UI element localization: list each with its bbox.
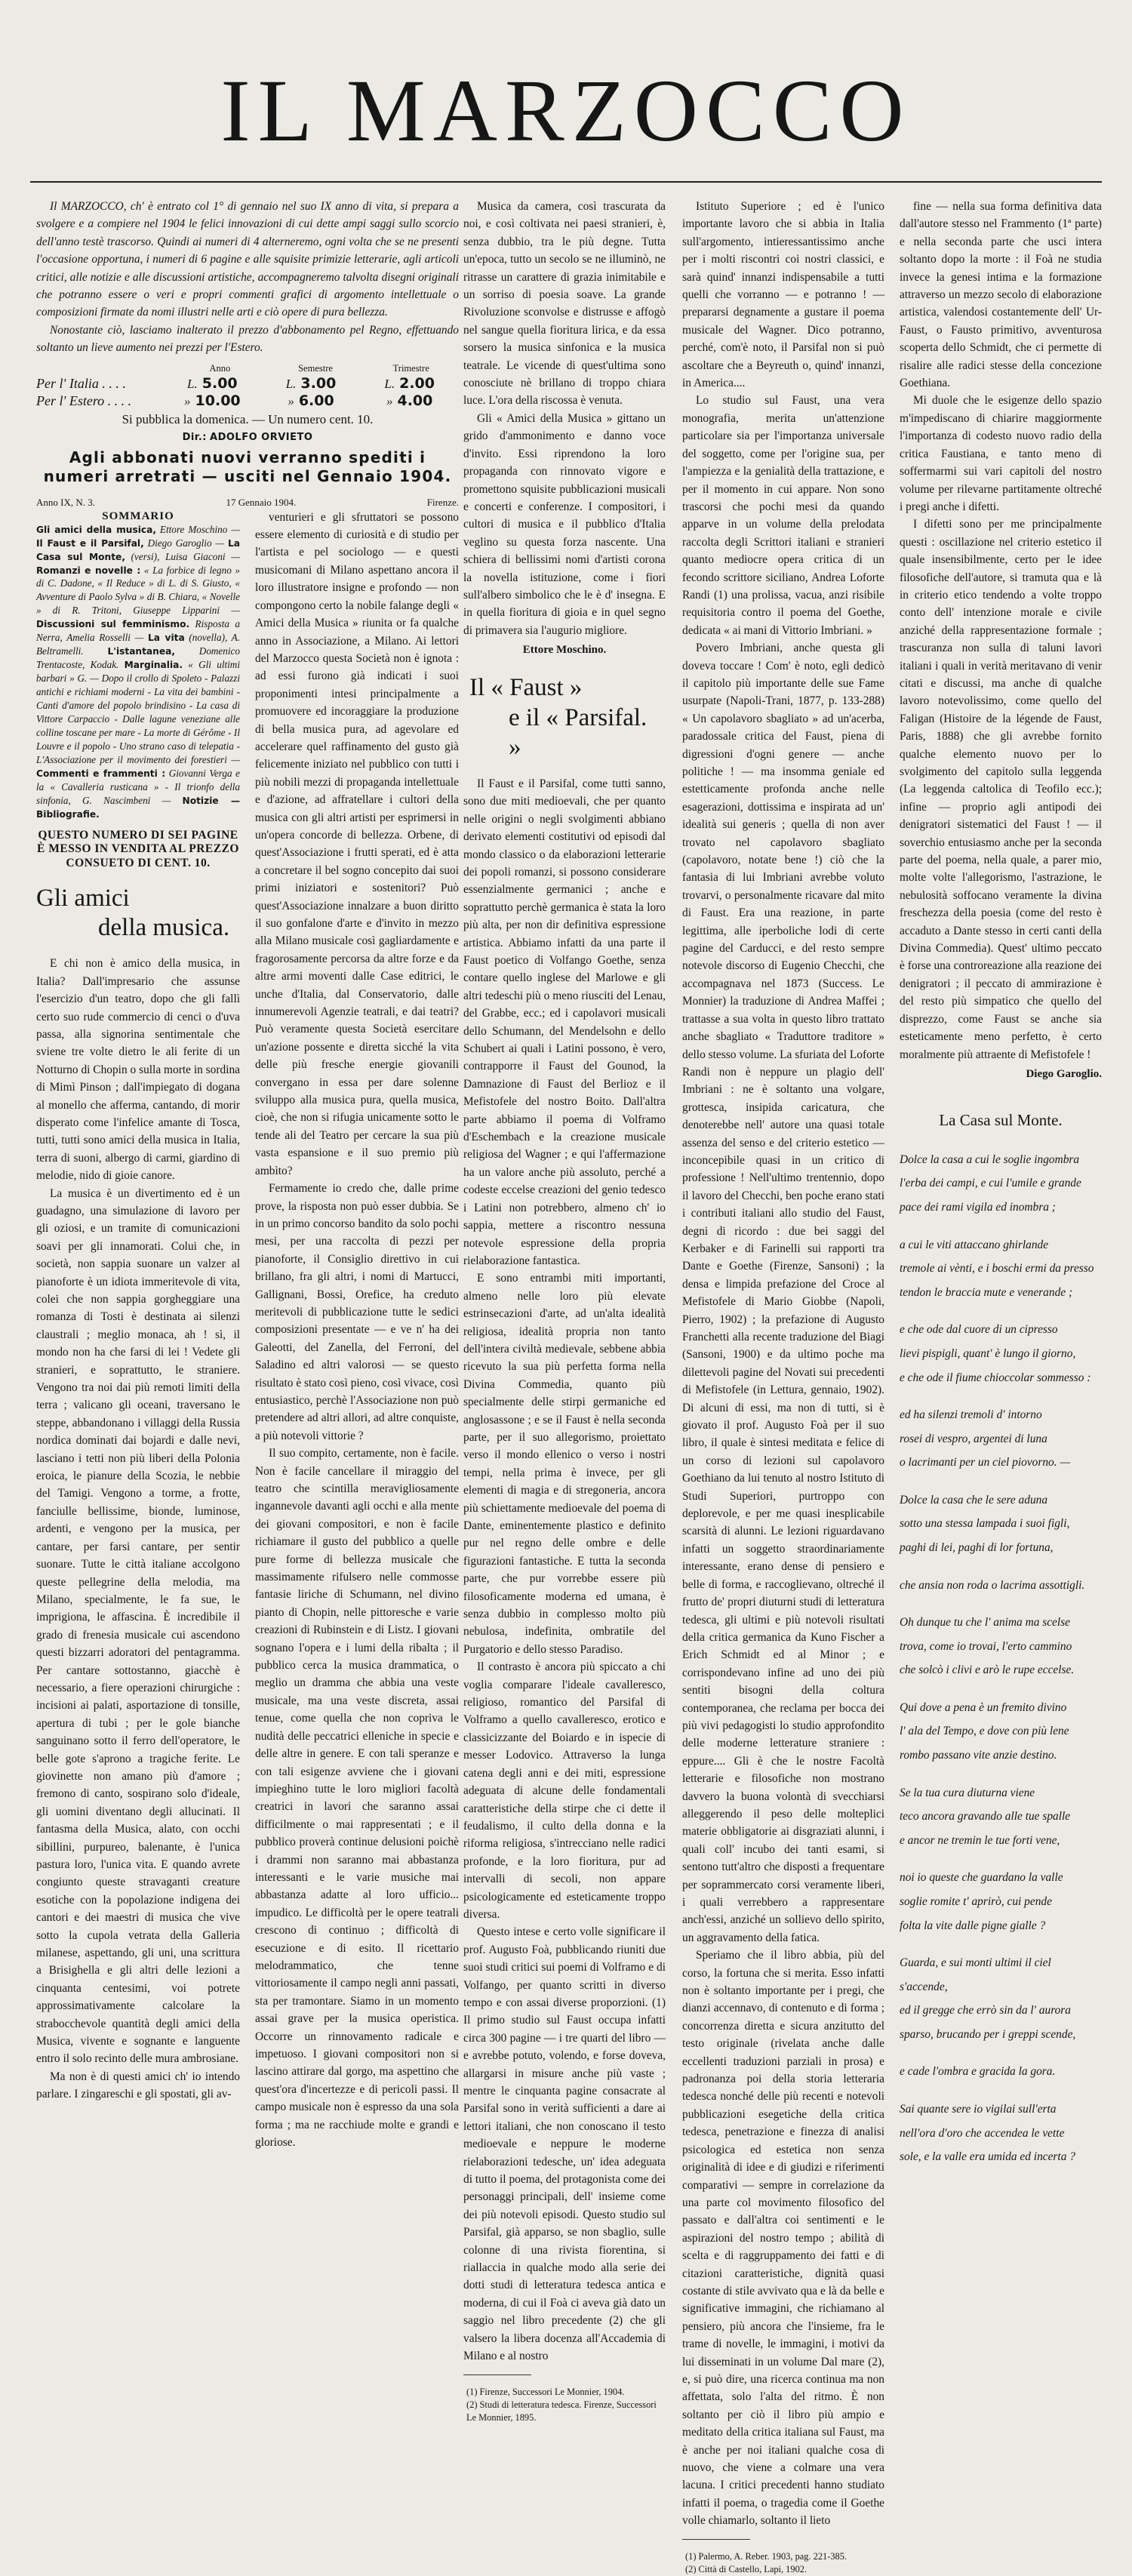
sommario-entry-text: Domenico Trentacoste, Kodak.: [36, 645, 240, 671]
paragraph: Lo studio sul Faust, una vera monografia, merita un'attenzione particolare sia per l'importanza universale del soggetto, come per l'origine sua, per l'ampiezza e la genialità della trattazione, e per il momento in cui appare. Non sono trascorsi che pochi mesi da quando apparve in un volume della prelodata raccolta degli Scrittori italiani e stranieri quanto mediocre opera critica di un fecondo scrittore siciliano, Andrea Loforte Randi (1) una prolissa, vacua, anzi risibile requisitoria contro il poema del Goethe, dedicata « ai mani di Vittorio Imbriani. »: [682, 394, 884, 637]
paragraph: Povero Imbriani, anche questa gli doveva toccare ! Com' è noto, egli dedicò il capitolo più importante delle sue Fame usurpate (Napoli-Trani, 1877, p. 133-288) « Un capolavoro sbagliato » ad un'acerba, paradossale critica del Faust, piena di digressioni d'ogni genere — anche politiche ! — ma insomma geniale ed estetticamente profonda anche nelle esagerazioni, dottissima e inspirata ad un' idealità sui generis ; quella di non aver trovato nel capolavoro sbagliato (capolavoro, notate bene !) ciò che la fantasia di lui Imbriani avrebbe voluto trovarvi, o personalmente ricavare dal mito di Faust. Era una reazione, in parte legittima, alle iperboliche lodi di certe pagine del Carducci, e del resto sempre notevole discorso di Eugenio Checchi, che accompagnava nel 1873 (Success. Le Monnier) la traduzione di Andrea Maffei ; trattasse a sua volta in questo libro trattato anche sbagliato « Traduttore traditore » dello stesso volume. La sfuriata del Loforte Randi non è neppure un plagio dell' Imbriani : ne è soltanto una volgare, grottesca, insipida caricatura, che denoterebbe nell' autore una quasi totale assenza del senso e del criterio estetico — inconcepibile quasi in un critico di professione ! Nell'ultimo trentennio, dopo il lavoro del Checchi, ben poche erano stati i contributi italiani allo studio del Faust, degni di ricordo : due bei saggi del Kerbaker e di Farinelli sui rapporti tra Dante e Goethe (Firenze, Sansoni) ; la densa e limpida prefazione del Croce al Mefistofele di Mario Giobbe (Napoli, Pierro, 1902) ; la prefazione di Augusto Franchetti alla recente traduzione del Biagi (Sansoni, 1900) e da ultimo poche ma dilettevoli pagine del Novati sui precedenti di Mefistofele (in Lettura, gennaio, 1902). Di alcuni di essi, ma non di tutti, si è giovato il prof. Augusto Foà per il suo libro, il quale è sintesi meditata e felice di un corso di lezioni sul capolavoro Goethiano da lui tenuto al nostro Istituto di Studi Superiori, purtroppo con deplorevole, e per me quasi inesplicabile scarsità di alunni. Le lezioni riguardavano infatti un soggetto straordinariamente interessante, erano dense di pensiero e belle di forma, e raccoglievano, oltreché il frutto de' propri diuturni studi di letteratura tedesca, gli ultimi e più notevoli risultati della critica germanica da Kuno Fischer a Erich Schmidt ed al Minor ; e corrispondevano infine ad uno dei più sentiti bisogni della coltura contemporanea, che reclama per bocca dei più vivi pedagogisti lo studio approfondito delle moderne letterature straniere : eppure.... Gli è che le nostre Facoltà letterarie e filosofiche non mostrano davvero la buona volontà di svecchiarsi alleggerendo il peso delle molteplici materie obbligatorie ai disgraziati alunni, i quali coll' incubo dei tanti esami, si sentono tutt'altro che disposti a frequentare per soprammercato corsi veramente liberi, i quali verrebbero a rappresentare anch'essi, anziché un sollievo dello spirito, un aggravamento della fatica.: [682, 642, 884, 1944]
paragraph: venturieri e gli sfruttatori se possono essere elemento di curiosità e di studio per l'artista e pel sociologo — e questi musicomani di Milano aspettano ancora il loro illustratore insigne e profondo — non compongono certo la nobile falange degli « Amici della Musica » riunita or fa qualche anno in Associazione, a Milano. Ai lettori del Marzocco questa Società non è ignota : ad essi furono già indicati i suoi proponimenti intesi principalmente a promuovere ed incoraggiare la produzione di bella musica pura, ad agevolare ed accelerare quel raffinamento del gusto già felicemente iniziato nel pubblico con tutti i più nobili mezzi di propaganda intellettuale e d'azione, ad affratellare i cultori della musica con gli altri artisti per esprimersi in un'opera concorde di bellezza. Orbene, di quest'Associazione i frutti sperati, ed è atta a concretare il bel sogno concepito dai suoi primi iniziatori e sostenitori? Può quest'Associazione innalzare a buon diritto il suo gonfalone d'arte e d'invito in mezzo alla Milano musicale così gagliardamente e fragorosamente percorsa da altre forze e da altre armi moventi dalle Case editrici, le unche d'Italia, dal Conservatorio, dalle innumerevoli Agenzie teatrali, e dai teatri? Può veramente questa Società esercitare un'azione possente e diretta sicché la vita delle più fresche energie giovanili convergano in essa per dare solenne sviluppo alla musica pura, quella musica, cioè, che non si rifugia unicamente sotto le tende ali del Teatro per cercare la sua più vasta espansione e il suo premio più ambìto?: [255, 510, 459, 1177]
paragraph: E chi non è amico della musica, in Italia? Dall'impresario che assunse l'esercizio d'un teatro, dopo che gli fallì certo suo rude commercio di cenci o d'uva passa, alla signorina sentimentale che sviene tre volte dietro le ali ferite di un Notturno di Chopin o sulla morte in sordina di Mimì Pinson ; dall'impiegato di dogana al monello che afferma, cantando, di morir disperato come l'infelice amante di Tosca, tutti, tutti sono amici della musica in Italia, terra di suoni, albergo di carmi, giardino di melodie, nido di gioie canore.: [36, 957, 240, 1183]
poem-title: La Casa sul Monte.: [939, 1110, 1063, 1129]
paragraph: Ma non è di questi amici ch' io intendo parlare. I zingareschi e gli spostati, gli av-: [36, 2070, 240, 2101]
column-1: [36, 198, 459, 2150]
poem-verse: Oh dunque tu che l' anima ma scelse: [900, 1616, 1070, 1630]
poem-verse: paghi di lei, paghi di lor fortuna,: [900, 1541, 1054, 1554]
article1-col3-body: [463, 198, 666, 639]
price-row-abroad: [36, 392, 459, 409]
intro-text: [36, 198, 459, 357]
sommario-entry-text: « Gli ultimi barbari » G. — Dopo il crollo di Spoleto - Palazzi antichi e richiami moderni - La vita dei bambini - Canti d'amore del popolo brindisino - La casa di Vittore Carpaccio - Dalle lagune veneziane alle colline toscane per mare - La morte di Gérôme - Il Louvre e il popolo - Uno strano caso di telepatia - L'Associazione per il movimento dei forestieri —: [36, 659, 240, 765]
sommario-title: SOMMARIO: [102, 509, 174, 522]
sommario-list: [36, 523, 240, 821]
intro-paragraph-2: Nonostante ciò, lasciamo inalterato il prezzo d'abbonamento pel Regno, effettuando soltanto un lieve aumento nei prezzi per l'Estero.: [36, 323, 459, 355]
price-header-semester: Semestre: [298, 362, 333, 374]
poem-stanza: [900, 2060, 1102, 2084]
poem-verse: ed il gregge che errò sin da l' aurora: [900, 2004, 1071, 2017]
poem-verse: rosei di vespro, argentei di luna: [900, 1432, 1047, 1445]
price-value: » 10.00: [184, 392, 241, 409]
col1-left: [36, 509, 240, 2152]
footnote-rule: [682, 2539, 750, 2540]
poem-verse: tremole ai vènti, e i boschi ermi da presso: [900, 1262, 1094, 1276]
poem-verse: folta la vite dalle pigne gialle ?: [900, 1919, 1046, 1932]
sommario-entry-title: Commenti e frammenti :: [36, 768, 166, 779]
paragraph: E sono entrambi miti importanti, almeno nelle loro più elevate estrinsecazioni d'arte, ad un'alta idealità religiosa, idealità propria non tanto dell'intera civiltà medievale, sebbene abbia ricevuto la sua più perfetta forma nella Divina Commedia, quanto più specialmente delle stirpi germaniche ed anglosassone ; e se il Faust è nella seconda parte, per il suo allegorismo, proiettato verso il mondo ellenico o verso i nostri tempi, nella prima è invece, per gli elementi di magia e di stregoneria, ancora più schiettamente medioevale del poema di Dante, eminentemente plastico e definito pur nel regno delle ombre e delle figurazioni fantastiche. E tutta la seconda parte, che pur vorrebbe essere più filosoficamente moderna ed umana, è senza dubbio in complesso molto più nebulosa, indefinita, ombratile del Purgatorio e dello stesso Paradiso.: [463, 1272, 666, 1656]
footnote: (2) Città di Castello, Lapi, 1902.: [685, 2563, 807, 2574]
sommario-entry-text: « La forbice di legno » di C. Dadone, « Il Reduce » di L. di S. Giusto, « Avventure di Paolo Sylva » di B. Chiara, « Novelle » di R. Tritoni, Giuseppe Lipparini —: [36, 564, 240, 617]
poem-verse: e ancor ne tremin le tue forti vene,: [900, 1833, 1060, 1847]
poem-body: [900, 1148, 1102, 2169]
article2-col3-body: [463, 775, 666, 2365]
article1-title-line2: della musica.: [98, 914, 230, 942]
paragraph: La musica è un divertimento ed è un guadagno, una simulazione di lavoro per gli oziosi, e un tramite di comunicazioni soavi per gli innamorati. Colui che, in società, non sappia suonare un valzer al pianoforte è un idiota immeritevole di vita, colei che non sappia gorgheggiare una romanza di Tosti è destinata ai silenzi claustrali ; meglio monaca, ah ! sì, il mondo non ha che farsi di lei ! Vedete gli stranieri, e soprattutto, le straniere. Vengono tra noi dai più remoti limiti della terra ; valicano gli oceani, traversano le steppe, abbandonano i villaggi della Russia nordica dominati dai bojardi e dalle nevi, lasciano i tetti non più liberi della Polonia eroica, le pianure della Scozia, le nebbie del Tamigi. Vengono a torme, a frotte, fanciulle bellissime, bionde, luminose, ardenti, e vengono per la musica, per cantare, per farsi cantare, per sentir suonare. Tutte le città italiane accolgono queste pellegrine della melodia, ma Milano, specialmente, le fa sue, le imprigiona, le affascina. È incredibile il grado di frenesia musicale cui ascendono questi bizzarri adoratori del pentagramma. Per cantare sottostanno, giacchè è necessario, a fiere operazioni chirurgiche : incisioni ai palati, asportazione di tonsille, apertura di tubi ; per le gole bianche sanguinano sotto il ferro dell'operatore, le belle gote s'aprono a tragiche ferite. Le giovinette non amano più d'amore ; fremono di canto, sospirano solo d'ideale, gli uomini diventano degli allucinati. Il fantasma della Musica, alato, con occhi sibillini, purpureo, balenante, è l'unica pastura loro, l'unica vita. E quando avrete congiunto queste stravaganti creature esotiche con la popolazione indigena dei cantori e dei maestri di musica che vive sotto la cupola vetrata della Galleria milanese, aspettando, gli uni, una scrittura a Brisighella e gli altri delle lezioni a cinquanta centesimi, voi potrete approssimativamente calcolare la strabocchevole quantità degli amici della Musica, vivente e sognante e languente entro il solo recinto delle mura ambrosiane.: [36, 1186, 240, 2066]
paragraph: I difetti sono per me principalmente questi : oscillazione nel criterio estetico il quale insensibilmente, certo per le idee filosofiche dell'autore, si tramuta qua e là in criterio etico tendendo a volte troppo conto dell' intenzione morale e civile anziché della rappresentazione formale ; trascuranza non sulla di taluni lavori italiani i quali in verità meritavano di venir citati e discussi, ma anche di qualche lavoro notevolissimo, come quello del Faligan (Histoire de la légende de Faust, Paris, 1888) che gli avrebbe fornito qualche elemento nuovo per lo svolgimento del capitolo sulla leggenda (La leggenda caltolica di Teofilo ecc.); infine — proprio agli antipodi dei denigratori sistematici del Faust ! — il soverchio entusiasmo anche per la seconda parte del poema, nella quale, a parer mio, molte volte l'allegorismo, l'astrazione, le nebulosità soffocano veramente la divina freschezza della poesia (come del resto è accaduto a Dante stesso in certi canti della Divina Commedia). Quest' ultimo peccato è forse una controreazione alla reazione dei denigratori ; il peccato di ammirazione è del resto più simpatico che quello del disprezzo, come Faust se anche sia esteticamente meno perfetto, è certo moralmente più attraente di Mefistofele !: [900, 518, 1102, 1061]
price-value: L. 3.00: [285, 374, 337, 392]
sommario-entry-title: Il Faust e il Parsifal,: [36, 537, 144, 549]
poem-verse: tendon le braccia mute e venerande ;: [900, 1285, 1073, 1299]
page-note: QUESTO NUMERO DI SEI PAGINE È MESSO IN VENDITA AL PREZZO CONSUETO DI CENT. 10.: [37, 828, 239, 869]
footnote: (1) Palermo, A. Reber. 1903, pag. 221-385.: [685, 2550, 847, 2562]
publication-note: Si pubblica la domenica. — Un numero cent. 10.: [122, 411, 374, 426]
poem-verse: Qui dove a pena è un fremito divino: [900, 1700, 1067, 1714]
poem-stanza: [900, 1696, 1102, 1768]
poem-verse: a cui le viti attaccano ghirlande: [900, 1238, 1049, 1251]
poem-verse: sotto una stessa lampada i suoi figli,: [900, 1517, 1070, 1531]
poem-verse: o lacrimanti per un ciel piovorno. —: [900, 1456, 1071, 1470]
poem-stanza: [900, 1148, 1102, 1220]
price-label: Per l' Estero . . . .: [36, 392, 132, 408]
column-4: [682, 198, 884, 2574]
poem-verse: Sai quante sere io vigilai sull'erta: [900, 2102, 1057, 2116]
footnote: (1) Firenze, Successori Le Monnier, 1904.: [466, 2386, 625, 2397]
poem-verse: soglie romite t' aprirò, cui pende: [900, 1894, 1052, 1908]
sommario-entry-title: Gli amici della musica,: [36, 524, 156, 535]
issue-line: [36, 497, 459, 509]
poem-stanza: [900, 1611, 1102, 1682]
poem-verse: lievi pispigli, quant' è lungo il giorno,: [900, 1346, 1076, 1360]
poem-verse: l'erba dei campi, e cui l'umile e grande: [900, 1177, 1081, 1190]
price-value: » 4.00: [386, 392, 433, 409]
sommario-entry-title: L'istantanea,: [107, 646, 175, 657]
poem-verse: Guarda, e sui monti ultimi il ciel s'accende,: [900, 1956, 1051, 1993]
column-5: [900, 198, 1102, 2164]
issue-place: Firenze.: [426, 496, 459, 508]
price-value: » 6.00: [288, 392, 334, 409]
price-value: L. 2.00: [384, 374, 435, 392]
poem-stanza: [900, 1781, 1102, 1853]
price-value: L. 5.00: [187, 374, 238, 392]
sommario-entry-title: La vita: [147, 632, 185, 644]
poem-stanza: [900, 1318, 1102, 1390]
sommario-entry-title: Notizie — Bibliografie.: [36, 795, 241, 820]
poem-stanza: [900, 2097, 1102, 2169]
article2-title-line2: e il « Parsifal. »: [509, 703, 648, 762]
sommario-entry-text: Risposta a Nerra, Amelia Rosselli —: [36, 618, 240, 644]
poem-verse: sole, e la valle era umida ed incerta ?: [900, 2150, 1075, 2164]
sommario-entry-title: Discussioni sul femminismo.: [36, 619, 190, 630]
col1-split: [36, 509, 459, 2152]
article1-col1-body: [36, 955, 240, 2103]
article1-title-line1: Gli amici: [36, 885, 130, 913]
sommario-entry-text: (novella), A. Beltramelli.: [36, 632, 241, 657]
issue-number: Anno IX, N. 3.: [36, 496, 95, 508]
price-header-year: Anno: [209, 362, 231, 374]
paragraph: Il contrasto è ancora più spiccato a chi voglia comparare l'ideale cavalleresco, religioso, romantico del Parsifal di Volframo a quello cavalleresco, erotico e classicizzante del Boiardo e in ispecie di messer Lodovico. Attraverso la lunga catena degli anni e dei miti, espressione adeguata di alcune delle fondamentali caratteristiche della stirpe che ci dette il feudalismo, il culto della donna e la riforma religiosa, s'intrecciano nelle radici profonde, e la loro fioritura, pur ad intervalli di secoli, non appare psicologicamente ed esteticamente troppo diversa.: [463, 1660, 666, 1921]
poem-verse: ed ha silenzi tremoli d' intorno: [900, 1408, 1042, 1422]
poem-verse: e cade l'ombra e gracida la gora.: [900, 2065, 1056, 2079]
article2-col4-body: [682, 198, 884, 2530]
director-line: Dir.: ADOLFO ORVIETO: [182, 431, 313, 443]
paragraph: fine — nella sua forma definitiva data dall'autore stesso nel Frammento (1ª parte) e nella seconda parte che usci intera soltanto dopo la morte : il Foà ne studia invece la genesi intima e la formazione attraverso un mezzo secolo di elaborazione artistica, valendosi costantemente dell' Ur-Faust, o Fausto primitivo, avventurosa scoperta dello Schmidt, che ci permette di risalire alle radici stesse della concezione Goethiana.: [900, 200, 1102, 390]
poem-stanza: [900, 1574, 1102, 1598]
poem-verse: sparso, brucando per i greppi scende,: [900, 2027, 1076, 2041]
masthead-title: IL MARZOCCO: [220, 61, 912, 160]
price-headers: [36, 363, 459, 374]
poem-verse: Dolce la casa che le sere aduna: [900, 1493, 1048, 1507]
sommario-entry-text: Giovanni Verga e la « Cavalleria rusticana » - Il trionfo della sinfonia, G. Nascimbeni —: [36, 767, 240, 806]
poem-stanza: [900, 1866, 1102, 1937]
article2-footnotes-col4: [682, 2550, 884, 2576]
poem-verse: rombo passano vite anzie destino.: [900, 1749, 1057, 1762]
sommario-entry-text: Ettore Moschino —: [155, 523, 240, 535]
masthead-rule: [30, 181, 1102, 183]
article2-title: [463, 673, 666, 763]
price-table: [36, 363, 459, 409]
poem-verse: trova, come io trovai, l'erto cammino: [900, 1639, 1072, 1653]
poem-verse: Dolce la casa a cui le soglie ingombra: [900, 1153, 1080, 1166]
poem-stanza: [900, 1233, 1102, 1305]
price-label: Per l' Italia . . . .: [36, 375, 126, 391]
paragraph: Istituto Superiore ; ed è l'unico importante lavoro che si abbia in Italia sull'argomento, intieressantissimo anche per i molti riscontri coi nostri classici, e sarà quind' innanzi indispensabile a tutti quelli che vorranno — e potranno ! — prepararsi degnamente a gustare il poema musicale del Wagner. Dico potranno, perché, com'è noto, il Parsifal non si può ascoltare che a Beyreuth o, quind' innanzi, in America....: [682, 200, 884, 390]
paragraph: Fermamente io credo che, dalle prime prove, la risposta non può esser dubbia. Se in un primo concorso bandito da solo pochi mesi, per una raccolta di pezzi per pianoforte, il Consiglio direttivo in cui brillano, fra gli altri, i nomi di Martucci, Gallignani, Bossi, Orefice, ha creduto meritevoli di pubblicazione tutte le sedici composizioni presentate — e ve n' ha dei Galeotti, del Zanella, del Ferroni, del Saladino ed altri valorosi — se questo risultato è stato così pieno, così vivace, così entusiastico, perchè l'Associazione non può pretendere ad altri allori, ad altre conquiste, a più notevoli vittorie ?: [255, 1182, 459, 1442]
intro-paragraph: Il MARZOCCO, ch' è entrato col 1° di gennaio nel suo IX anno di vita, si prepara a svolgere e a compiere nel 1904 le felici innovazioni di cui dette ampi saggi sullo scorcio dell'anno testè trascorso. Quindi ai numeri di 4 alterneremo, ogni volta che se ne presenti l'occasione opportuna, i numeri di 6 pagine e alle squisite primizie letterarie, agli articoli critici, alle notizie e alle discussioni artistiche, accompagneremo talvolta disegni originali che potranno essere o veri e propri commenti grafici di argomento intellettuale o composizioni firmate da nomi illustri nelle arti e ciò opere di pura bellezza.: [36, 200, 459, 319]
sommario-entry-text: (versi), Luisa Giaconi —: [125, 550, 240, 562]
column-3: [463, 198, 666, 2424]
poem-verse: e che ode il fiume chioccolar sommesso :: [900, 1371, 1091, 1384]
paragraph: Questo intese e certo volle significare il prof. Augusto Foà, pubblicando riuniti due suoi studi critici sui poemi di Volframo e di Volfango, per quanto scritti in diverso tempo e con assai diverse proporzioni. (1) Il primo studio sul Faust occupa infatti circa 300 pagine — i tre quarti del libro — e avrebbe potuto, volendo, e forse doveva, allargarsi in misure anche più vaste ; mentre le cinquanta pagine consacrate al Parsifal sono in verità sufficienti a dare ai lettori italiani, che non conoscano il testo medioevale e neppure le moderne rielaborazioni tedesche, un' idea adeguata di tutto il poema, del protagonista come dei personaggi principali, dell' insieme come dei più notevoli episodi. Questo studio sul Parsifal, già apparso, se non sbaglio, sulle colonne di una rivista fiorentina, si riallaccia in qualche modo alla serie dei dotti studi di letteratura tedesca antica e moderna, di cui il Foà ci aveva già dato un saggio nel libro precedente (2) che gli valsero la libera docenza all'Accademia di Milano e al nostro: [463, 1925, 666, 2363]
price-row-italy: [36, 375, 459, 392]
director-name: ADOLFO ORVIETO: [210, 431, 313, 443]
issue-date: 17 Gennaio 1904.: [226, 496, 297, 508]
poem-stanza: [900, 1403, 1102, 1475]
poem-verse: pace dei rami vigila ed inombra ;: [900, 1201, 1056, 1214]
price-header-quarter: Trimestre: [392, 362, 429, 374]
article1-col2-body: [255, 509, 459, 2152]
article2-signature: Diego Garoglio.: [1026, 1067, 1102, 1080]
sommario-entry-title: La Casa sul Monte,: [36, 537, 240, 562]
article1-title: [36, 884, 240, 943]
poem-verse: che ansia non roda o lacrima assottigli.: [900, 1578, 1085, 1592]
poem-stanza: [900, 1488, 1102, 1560]
poem-verse: noi io queste che guardano la valle: [900, 1871, 1063, 1885]
paragraph: Gli « Amici della Musica » gittano un grido d'ammonimento e danno voce d'invito. Essi riprendono la loro propaganda con rinnovato vigore e promettono squisite pubblicazioni musicali e concerti e conferenze. I compositori, i cultori di musica e il pubblico d'Italia veglino su questa forza nascente. Una schiera di bellissimi nomi d'artisti corona la novella istituzione, come i fiori sull'albero simbolico che le è d' insegna. E in quella fioritura di gioia e in quel segno di primavera sia l'augurio migliore.: [463, 411, 666, 637]
sommario-entry-title: Romanzi e novelle :: [36, 565, 141, 576]
footnote-rule: [463, 2374, 531, 2375]
poem-verse: che solcò i clivi e arò le rupe eccelse.: [900, 1663, 1075, 1677]
paragraph: Il suo compito, certamente, non è facile. Non è facile cancellare il miraggio del teatro che scintilla meravigliosamente ingannevole davanti agli occhi e alla mente dei giovani compositori, e non è facile richiamare il gusto del pubblico a quelle pure forme di bellezza musicale che massimamente rifulsero nelle commosse fantasie liriche di Schumann, nel divino pianto di Chopin, nelle pittoresche e varie creazioni di Rubinstein e di Listz. I giovani sognano l'opera e i lumi della ribalta ; il pubblico cerca la musica drammatica, o meglio un dramma che abbia una veste musicale, ma una veste discreta, assai tenue, come quella che non copriva le nudità delle peccatrici elleniche in specie e delle altre in genere. E con tali speranze e con tali esigenze avviene che i giovani impieghino tutte le loro migliori facoltà creatrici in lavori che saranno assai difficilmente o mai rappresentati ; e il pubblico proverà continue delusioni poichè i drammi non saranno mai abbastanza interessanti e le varie musiche mai abbastanza adatte al loro ufficio... impudico. Le difficoltà per le opere teatrali crescono di continuo ; difficoltà di esecuzione e di esito. Il ricettario melodrammatico, che tenne vittoriosamente il campo negli anni passati, sta per tramontare. Siamo in un momento assai grave per la musica operistica. Occorre un rinnovamento radicale e impetuoso. I giovani compositori non si lascino attirare dal gorgo, ma aspettino che quest'ora d'incertezze e di pericoli passi. Il campo musicale non è espresso da una sola forma ; ma ne racchiude molte e grandi e gloriose.: [255, 1447, 459, 2150]
poem-verse: nell'ora d'oro che accendea le vette: [900, 2126, 1065, 2140]
paragraph: Il Faust e il Parsifal, come tutti sanno, sono due miti medioevali, che per quanto nelle origini o negli svolgimenti abbiano derivato elementi costitutivi od episodi dal mondo classico o da elaborazioni letterarie dei popoli romanzi, si possono considerare essenzialmente germanici ; anche e soprattutto perchè germanica è stata la loro più alta, per non dir definitiva espressione artistica. Abbiamo infatti da una parte il Faust poetico di Volfango Goethe, senza contare quello inglese del Marlowe e gli altri tedeschi più o meno riusciti del Lenau, del Grabbe, ecc.; ed i capolavori musicali dello Schumann, del Mendelsohn e dello Schubert ai quali i Latini possono, è vero, contrapporre il Faust del Gounod, la Damnazione di Faust del Berlioz e il Mefistofele del nostro Boito. Dall'altra parte abbiamo il poema di Volframo d'Eschembach e la creazione musicale religiosa del Wagner ; e qui l'affermazione ha un valore anche più assoluto, perché a codeste eccelse creazioni del genio tedesco i Latini non potrebbero, almeno ch' io sappia, mettere a riscontro nessuna notevole espressione della propria rielaborazione fantastica.: [463, 777, 666, 1267]
paragraph: Speriamo che il libro abbia, più del corso, la fortuna che si merita. Esso infatti non è soltanto importante per i pregi, che dianzi accennavo, di contenuto e di forma ; concorrenza diretta e sicura anzitutto del testo originale (rivelata anche dalle eccellenti traduzioni parziali in prosa) e padronanza poi della storia letteraria tedesca nonché delle più recenti e notevoli pubblicazioni esegetiche della critica tedesca, penetrazione e finezza di analisi psicologica ed estetica non senza originalità di idee e di giudizi e riferimenti comparativi — sempre in correlazione da una parte col movimento filosofico del passato e dall'altra coi sentimenti e le aspirazioni del nostro tempo ; abilità di scelta e di raggruppamento dei fatti e di citazioni caratteristiche, dignità quasi costante di stile avvivato qua e là da belle e significative immagini, che richiamano al pensiero, più ancora che l'insieme, fra le trame di novelle, le immagini, i motivi da lui disseminati in un volume Dal mare (2), e, si può dire, una ricerca continua ma non affettata, solo l'alta del ritmo. È non soltanto per ciò il libro più ampio e meditato della critica italiana sul Faust, ma è anche per noi italiani qualche cosa di nuovo, che viene a colmare una vera lacuna. I critici precedenti hanno studiato infatti il poema, o tragedia come il Goethe volle chiamarlo, soltanto il lieto: [682, 1949, 884, 2528]
footnote: (2) Studi di letteratura tedesca. Firenze, Successori Le Monnier, 1895.: [466, 2399, 657, 2424]
poem-verse: teco ancora gravando alle tue spalle: [900, 1810, 1071, 1824]
col1-right: [255, 509, 459, 2152]
poem-verse: l' ala del Tempo, e dove con più lene: [900, 1725, 1069, 1738]
sommario-entry-text: Diego Garoglio —: [143, 537, 228, 549]
article1-signature: Ettore Moschino.: [522, 644, 607, 657]
paragraph: Musica da camera, così trascurata da noi, e così coltivata nei paesi stranieri, è, senza dubbio, tra le più degne. Tutta un'epoca, tutto un secolo se ne illuminò, ne ritrasse un carattere di grazia inimitabile e un sorriso di poesia soave. La grande Rivoluzione sconvolse e distrusse e affogò nel sangue quella fioritura lirica, e da essa sorsero la musica sinfonica e la musica teatrale. Le vicende di quest'ultima sono conosciute nè brillano di troppo chiara luce. L'ora della riscossa è venuta.: [463, 200, 666, 408]
sommario-entry-title: Marginalia.: [124, 660, 183, 671]
poem-verse: Se la tua cura diuturna viene: [900, 1786, 1035, 1799]
paragraph: Mi duole che le esigenze dello spazio m'impediscano di chiarire maggiormente l'importanza di codesto nuovo radio della critica Faustiana, e tanto meno di soffermarmi sui vari capitoli del nostro volume per rilevarne partitamente oltreché i pregi anche i difetti.: [900, 394, 1102, 513]
article2-footnotes-col3: [463, 2386, 666, 2425]
poem-stanza: [900, 1951, 1102, 2046]
subscriber-notice: Agli abbonati nuovi verranno spediti i numeri arretrati — usciti nel Gennaio 1904.: [43, 448, 452, 485]
poem-verse: e che ode dal cuore di un cipresso: [900, 1323, 1058, 1337]
article2-col5-body: [900, 198, 1102, 1063]
article2-title-line1: Il « Faust »: [469, 674, 583, 702]
